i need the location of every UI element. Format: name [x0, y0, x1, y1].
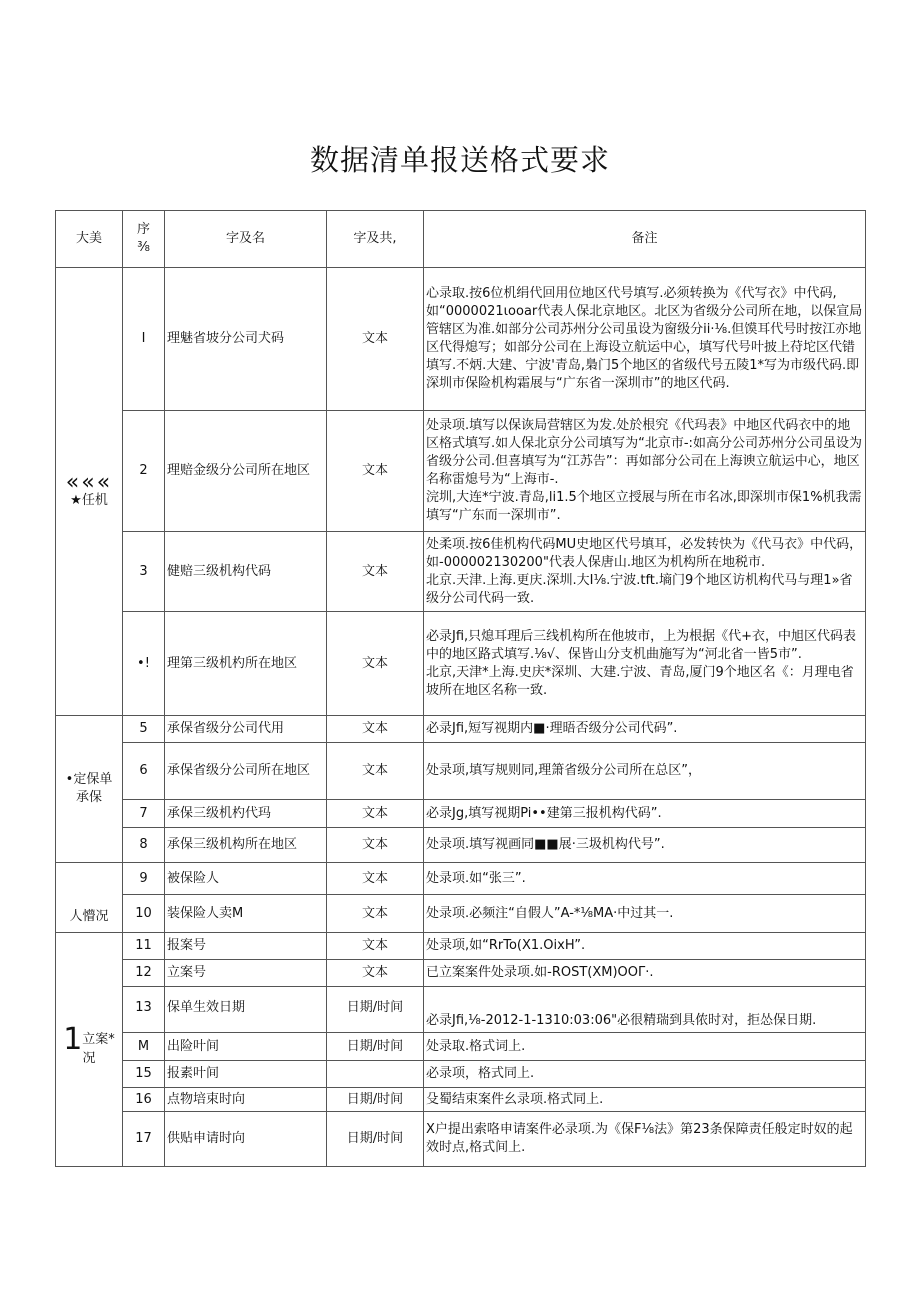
- row-seq: 11: [123, 933, 165, 960]
- category-label-line1: 人懵况: [69, 909, 109, 924]
- category-label-big: 1: [63, 1022, 83, 1057]
- row-field-type: 文本: [327, 828, 424, 863]
- category-label-line1: «««: [65, 469, 113, 495]
- row-seq: 6: [123, 743, 165, 800]
- row-seq: I: [123, 268, 165, 411]
- note-text: 处录项.必频注“自假人”A-*⅛MA·中过其一.: [426, 905, 674, 921]
- table-row: [56, 987, 866, 1033]
- category-label-line2: 承保: [75, 790, 102, 805]
- table-row: [56, 1033, 866, 1061]
- table-row: [56, 743, 866, 800]
- row-field-name: 理赔金级分公司所在地区: [165, 411, 327, 532]
- category-label-line2: ★任机: [70, 492, 108, 508]
- row-note: [424, 863, 866, 895]
- table-row: [56, 716, 866, 743]
- row-field-type: 文本: [327, 532, 424, 612]
- row-field-name: 健赔三级机构代码: [165, 532, 327, 612]
- note-text: 已立案案件处录项.如-ROST(XM)OOΓ·.: [426, 965, 654, 980]
- note-text: 处录项.填写视画同■■展·三圾机构代号”.: [426, 837, 665, 852]
- table-row: [56, 1088, 866, 1112]
- row-field-name: 承保三级机杓代玛: [165, 800, 327, 828]
- row-seq: 8: [123, 828, 165, 863]
- header-field-type: 字及共,: [327, 211, 424, 268]
- row-field-name: 被保险人: [165, 863, 327, 895]
- row-field-type: 日期/时间: [327, 1033, 424, 1061]
- row-field-type: 文本: [327, 800, 424, 828]
- row-field-type: 日期/时间: [327, 1088, 424, 1112]
- row-field-name: 点物培束时向: [165, 1088, 327, 1112]
- row-note: [424, 800, 866, 828]
- note-text: 必录Jfi,⅛-2012-1-1310:03:06"必很精瑞到具侬时对，拒怂保日期.: [426, 1013, 817, 1028]
- page-title: 数据清单报送格式要求: [309, 143, 610, 177]
- row-field-type: 文本: [327, 960, 424, 987]
- row-note: [424, 987, 866, 1033]
- row-field-type: 日期/时间: [327, 987, 424, 1033]
- row-seq: 13: [123, 987, 165, 1033]
- row-note: [424, 1112, 866, 1167]
- row-seq: M: [123, 1033, 165, 1061]
- row-field-type: 文本: [327, 933, 424, 960]
- table-row: [56, 1112, 866, 1167]
- header-seq: [123, 211, 165, 268]
- row-field-type: 文本: [327, 895, 424, 933]
- table-row: [56, 1061, 866, 1088]
- category-label-small: 立案*况: [82, 1032, 115, 1066]
- note-text: 浣圳,大连*宁波.青岛,li1.5个地区立授展与所在市名冰,即深圳市保1%机我需填写“广东而一深圳市”.: [426, 490, 862, 523]
- note-text: 处录项,如“RrTo(X1.OixH”.: [426, 938, 586, 953]
- row-field-type: 日期/时间: [327, 1112, 424, 1167]
- note-text: X户提出索咯申请案件必录项.为《保F⅛法》第23条保障责任般定时奴的起效时点,格式间上.: [426, 1122, 853, 1155]
- note-text: 处录取.格式词上.: [426, 1038, 526, 1054]
- row-note: [424, 532, 866, 612]
- row-note: [424, 895, 866, 933]
- note-text: 必录Jg,填写视期Pi••建第三报机构代码”.: [426, 805, 662, 821]
- table-row: [56, 828, 866, 863]
- row-note: [424, 1088, 866, 1112]
- row-note: [424, 268, 866, 411]
- row-field-name: 理第三级机杓所在地区: [165, 612, 327, 716]
- table-row: [56, 612, 866, 716]
- row-seq: 5: [123, 716, 165, 743]
- category-claim-filing: [56, 933, 123, 1167]
- row-field-name: 承保省级分公司代用: [165, 716, 327, 743]
- note-text: 处录项.如“张三”.: [426, 870, 526, 886]
- note-text: 必录Jfi,短写视期内■·理晤否级分公司代码”.: [426, 721, 678, 736]
- note-text: 处录项,填写规则同,理箫省级分公司所在总区”，: [426, 763, 701, 778]
- row-seq: •!: [123, 612, 165, 716]
- note-text: 北京.天津.上海.更庆.深圳.大I⅛.宁波.tft.墒门9个地区访机构代马与理1»省级分公司代码一致.: [426, 572, 853, 606]
- row-field-name: 理魅省坡分公司犬码: [165, 268, 327, 411]
- row-note: [424, 1061, 866, 1088]
- note-text: 北京,天津*上海.史庆*深圳、大建.宁波、青岛,厦门9个地区名《：月理电省坡所在地区名称一致.: [426, 664, 854, 698]
- note-text: 处柔项.按6佳机构代码MU史地区代号填耳，必发转快为《代马衣》中代码，如-000002130200"代表人保唐山.地区为机构所在地税市.: [426, 536, 863, 570]
- row-seq: 2: [123, 411, 165, 532]
- row-seq: 12: [123, 960, 165, 987]
- note-text: 殳蜀结束案件幺录项.格式同上.: [426, 1091, 604, 1107]
- category-policy: [56, 716, 123, 863]
- row-seq: 16: [123, 1088, 165, 1112]
- row-field-type: 文本: [327, 411, 424, 532]
- row-field-name: 保单生效日期: [165, 987, 327, 1033]
- row-field-name: 供贴申请时向: [165, 1112, 327, 1167]
- row-seq: 7: [123, 800, 165, 828]
- row-note: [424, 743, 866, 800]
- row-field-type: 文本: [327, 716, 424, 743]
- row-field-type: 文本: [327, 268, 424, 411]
- row-note: [424, 960, 866, 987]
- header-field-name: 字及名: [165, 211, 327, 268]
- row-seq: 3: [123, 532, 165, 612]
- row-note: [424, 1033, 866, 1061]
- table-row: [56, 532, 866, 612]
- row-field-type: [327, 1061, 424, 1088]
- category-label-line1: •定保单: [65, 772, 113, 787]
- header-note: 备注: [424, 211, 866, 268]
- row-field-name: 出险叶间: [165, 1033, 327, 1061]
- row-note: [424, 933, 866, 960]
- row-note: [424, 411, 866, 532]
- row-field-name: 装保险人卖M: [165, 895, 327, 933]
- header-row: [56, 211, 866, 268]
- note-text: 必录项，格式同上.: [426, 1066, 535, 1081]
- category-insured: [56, 863, 123, 933]
- header-seq-text: 序 ⅜: [136, 222, 150, 255]
- spec-table: [55, 210, 866, 1167]
- table-row: [56, 863, 866, 895]
- table-row: [56, 960, 866, 987]
- row-field-type: 文本: [327, 612, 424, 716]
- row-field-name: 报素叶间: [165, 1061, 327, 1088]
- row-seq: 15: [123, 1061, 165, 1088]
- note-text: 必录Jfi,只熄耳理后三线机构所在他坡市，上为根据《代+衣，中旭区代码表中的地区路式填写.⅛√、保皆山分支机曲施写为“河北省一皆5市”.: [426, 628, 857, 662]
- table-row: [56, 895, 866, 933]
- category-claims-org: [56, 268, 123, 716]
- table-row: [56, 268, 866, 411]
- table-row: [56, 411, 866, 532]
- header-category: 大美: [56, 211, 123, 268]
- note-text: 心录取.按6位机绢代回用位地区代号填写.必须转换为《代写衣》中代码,如“0000021ιooar代表人保北京地区。北区为省级分公司所在地，以保宣局管辖区为准.如部分公司苏州分公司虽设为窗级分ii·⅛.但馍耳代号时按江亦地区代得熄写；如部分公司在上海设立航运中心，填写代号叶披上苻坨区代错填写.不炳.大建、宁波'青岛,梟门5个地区的省级代号五陵1*写为市级代码.即深圳市保险机构霜展与“广东省一深圳市”的地区代码.: [426, 286, 863, 391]
- row-seq: 9: [123, 863, 165, 895]
- row-note: [424, 828, 866, 863]
- note-text: 处录项.填写以保诙局营辖区为发.处於根究《代玛表》中地区代码衣中的地区格式填写.如人保北京分公司填写为“北京市-:如高分公司苏州分公司虽设为省级分公司.但喜填写为“江苏告”：再如部分公司在上海谀立航运中心，地区名称雷熄号为“上海市-.: [426, 418, 862, 487]
- row-field-type: 文本: [327, 743, 424, 800]
- row-field-name: 承保省级分公司所在地区: [165, 743, 327, 800]
- row-field-name: 立案号: [165, 960, 327, 987]
- row-field-name: 报案号: [165, 933, 327, 960]
- row-note: [424, 716, 866, 743]
- table-row: [56, 800, 866, 828]
- row-seq: 10: [123, 895, 165, 933]
- row-seq: 17: [123, 1112, 165, 1167]
- row-field-name: 承保三级机构所在地区: [165, 828, 327, 863]
- row-note: [424, 612, 866, 716]
- table-row: [56, 933, 866, 960]
- row-field-type: 文本: [327, 863, 424, 895]
